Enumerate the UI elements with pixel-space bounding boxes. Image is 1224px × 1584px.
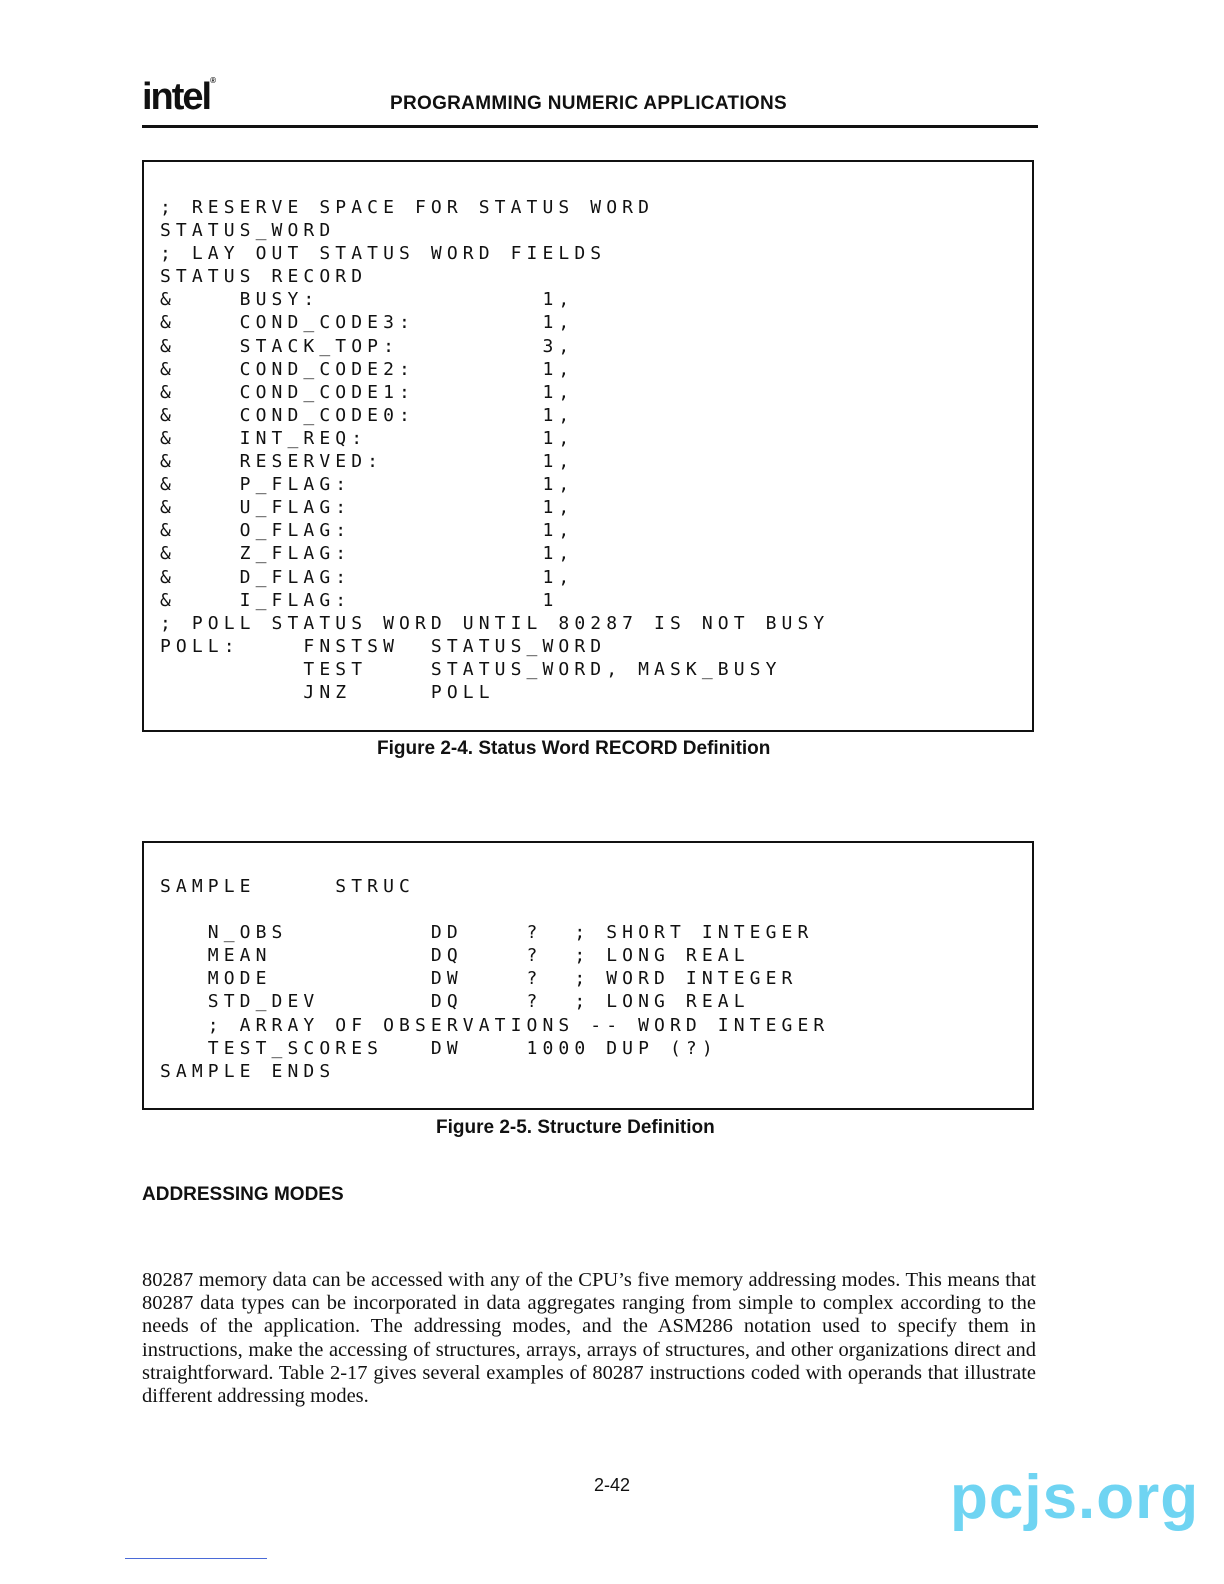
registered-mark: ® xyxy=(210,76,217,85)
bottom-edge-line xyxy=(125,1558,267,1559)
status-word-record-code: ; RESERVE SPACE FOR STATUS WORD STATUS_WORD ; LAY OUT STATUS WORD FIELDS STATUS RECORD & BUSY: 1, & COND_CODE3: 1, & STACK_TOP: 3, & COND_CODE2: 1, & COND_CODE1: 1, & COND_CODE0: 1, & INT_REQ: 1, & RESERVED: 1, & P_FLAG: 1, & U_FLAG: 1, & O_FLAG: 1, & Z_FLAG: 1, & D_FLAG: 1, & I_FLAG: 1 ; POLL STATUS WORD UNTIL 80287 IS NOT BUSY POLL: FNSTSW STATUS_WORD TEST STATUS_WORD, MASK_BUSY JNZ POLL xyxy=(160,197,830,703)
page-number: 2-42 xyxy=(593,1475,631,1495)
intel-logo xyxy=(142,76,216,119)
figure-2-4-caption: Figure 2-4. Status Word RECORD Definition xyxy=(377,738,771,759)
body-paragraph: 80287 memory data can be accessed with any of the CPU’s five memory addressing modes. This means that 80287 data types can be incorporated in data aggregates ranging from simple to complex according to the needs of the application. The addressing modes, and the ASM286 notation used to specify them in instructions, make the accessing of structures, arrays, arrays of structures, and other organizations direct and straightforward. Table 2-17 gives several examples of 80287 instructions coded with operands that illustrate different addressing modes. xyxy=(142,1269,1036,1408)
pcjs-watermark: pcjs.org xyxy=(950,1463,1200,1532)
section-heading: ADDRESSING MODES xyxy=(142,1184,344,1205)
header-rule xyxy=(142,125,1038,128)
figure-2-5-caption: Figure 2-5. Structure Definition xyxy=(436,1117,715,1138)
logo-text: intel xyxy=(142,76,211,118)
figure-2-5-code-box xyxy=(142,841,1034,1110)
figure-2-4-code-box xyxy=(142,160,1034,732)
page-header-title: PROGRAMMING NUMERIC APPLICATIONS xyxy=(390,93,787,114)
structure-definition-code: SAMPLE STRUC N_OBS DD ? ; SHORT INTEGER MEAN DQ ? ; LONG REAL MODE DW ? ; WORD INTEGER STD_DEV DQ ? ; LONG REAL ; ARRAY OF OBSERVATIONS -- WORD INTEGER TEST_SCORES DW 1000 DUP (?) SAMPLE ENDS xyxy=(160,876,830,1082)
